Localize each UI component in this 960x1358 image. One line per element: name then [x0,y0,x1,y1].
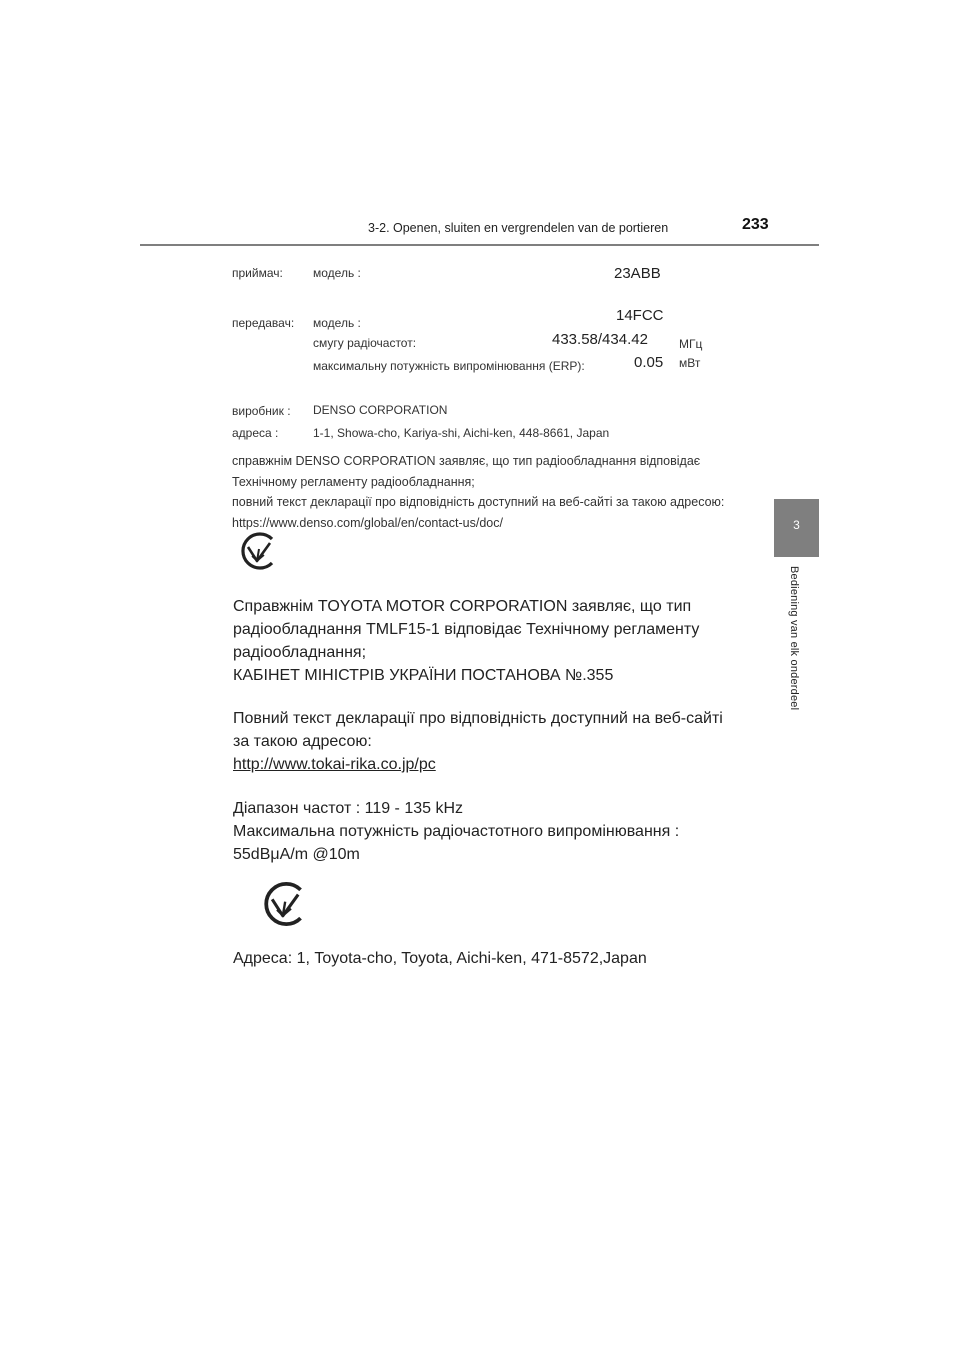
denso-declaration-line: Технічному регламенту радіообладнання; [232,474,475,489]
address-value: 1-1, Showa-cho, Kariya-shi, Aichi-ken, 448-8661, Japan [313,426,610,440]
toyota-declaration-line: за такою адресою: [233,733,372,750]
denso-declaration-line: повний текст декларації про відповідність доступний на веб-сайті за такою адресою: [232,495,725,509]
erp-unit: мВт [679,356,701,370]
toyota-declaration-line: радіообладнання; [233,644,367,661]
ukrainian-conformity-mark-icon [236,529,280,573]
chapter-label: Bediening van elk onderdeel [788,566,800,711]
spec-line: Максимальна потужність радіочастотного випромінювання : [233,823,680,840]
section-title: 3-2. Openen, sluiten en vergrendelen van de portieren [368,221,669,235]
denso-declaration [232,451,772,533]
receiver-model-value: 23ABB [614,265,661,282]
erp-label: максимальну потужність випромінювання (ERP): [313,359,585,373]
manufacturer-label: виробник : [232,404,291,418]
manufacturer-value: DENSO CORPORATION [313,403,448,417]
denso-declaration-line: справжнім DENSO CORPORATION заявляє, що тип радіообладнання відповідає [232,454,701,468]
ukrainian-conformity-mark-icon [258,878,310,930]
band-value: 433.58/434.42 [552,331,648,348]
transmitter-role: передавач: [232,316,295,330]
toyota-declaration [233,595,773,687]
denso-declaration-url: https://www.denso.com/global/en/contact-us/doc/ [232,515,503,530]
toyota-address: Адреса: 1, Toyota-cho, Toyota, Aichi-ken, 471-8572,Japan [233,950,647,967]
toyota-declaration-line: Справжнім TOYOTA MOTOR CORPORATION заявляє, що тип [233,598,692,615]
toyota-declaration-line: радіообладнання TMLF15-1 відповідає Технічному регламенту [233,621,700,638]
toyota-doc-access [233,707,773,776]
address-label: адреса : [232,426,279,440]
spec-line: 55dBμA/m @10m [233,846,360,863]
frequency-specs [233,797,773,866]
chapter-number: 3 [793,518,800,532]
receiver-role: приймач: [232,266,283,280]
band-label: смугу радіочастот: [313,336,417,350]
erp-value: 0.05 [634,354,664,371]
page-number: 233 [742,216,769,233]
toyota-declaration-line: КАБІНЕТ МІНІСТРІВ УКРАЇНИ ПОСТАНОВА №.355 [233,667,614,684]
transmitter-model-label: модель : [313,316,361,330]
transmitter-model-value: 14FCC [616,307,664,324]
tokai-rika-link[interactable]: http://www.tokai-rika.co.jp/pc [233,756,436,773]
header-rule [140,244,819,246]
toyota-declaration-line: Повний текст декларації про відповідність доступний на веб-сайті [233,710,723,727]
spec-line: Діапазон частот : 119 - 135 kHz [233,800,464,817]
receiver-model-label: модель : [313,266,361,280]
band-unit: МГц [679,337,703,351]
